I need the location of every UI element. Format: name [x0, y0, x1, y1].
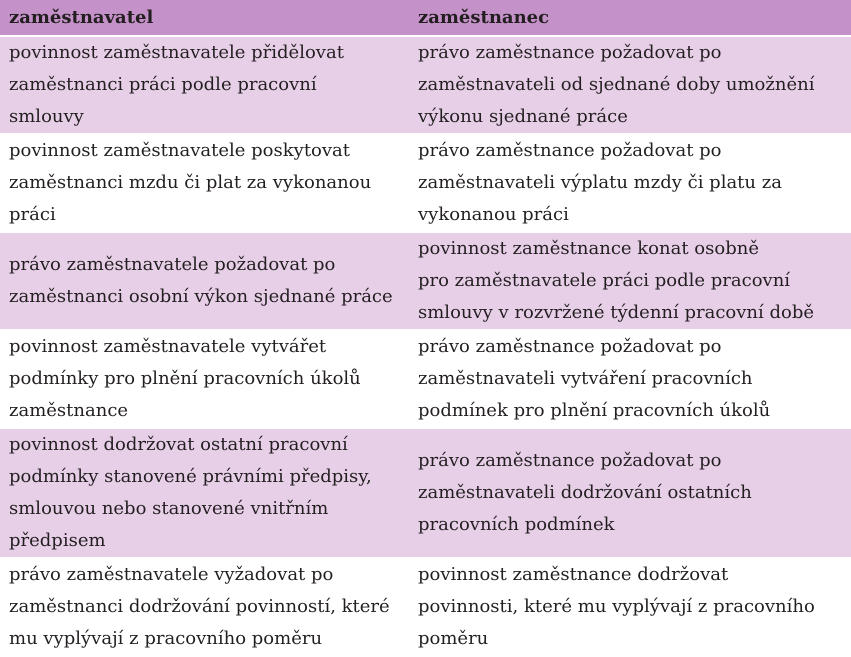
employee-cell-text: právo zaměstnance požadovat po zaměstnavateli výplatu mzdy či platu za vykonanou práci — [418, 140, 782, 225]
employee-cell — [409, 331, 851, 429]
employer-cell-text: povinnost zaměstnavatele vytvářet podmínky pro plnění pracovních úkolů zaměstnance — [9, 336, 361, 421]
employee-cell-text: povinnost zaměstnance dodržovat povinnosti, které mu vyplývají z pracovního poměru — [418, 564, 815, 649]
employee-cell — [409, 233, 851, 331]
table-row — [0, 37, 851, 135]
employee-cell-text: právo zaměstnance požadovat po zaměstnavateli vytváření pracovních podmínek pro plnění pracovních úkolů — [418, 336, 771, 421]
employer-cell-text: povinnost zaměstnavatele poskytovat zaměstnanci mzdu či plat za vykonanou práci — [9, 140, 372, 225]
employee-cell-text: právo zaměstnance požadovat po zaměstnavateli dodržování ostatních pracovních podmínek — [418, 450, 752, 535]
column-header-employer: zaměstnavatel — [0, 0, 409, 37]
employer-cell-text: právo zaměstnavatele vyžadovat po zaměstnanci dodržování povinností, které mu vyplývají z pracovního poměru — [9, 564, 390, 649]
table-header-row — [0, 0, 851, 37]
table-row — [0, 135, 851, 233]
employer-cell — [0, 233, 409, 331]
employer-cell — [0, 429, 409, 559]
employee-cell — [409, 135, 851, 233]
employer-cell-text: právo zaměstnavatele požadovat po zaměstnanci osobní výkon sjednané práce — [9, 254, 393, 307]
table-row — [0, 233, 851, 331]
employee-cell-text: právo zaměstnance požadovat po zaměstnavateli od sjednané doby umožnění výkonu sjednané práce — [418, 42, 815, 127]
employer-cell-text: povinnost zaměstnavatele přidělovat zaměstnanci práci podle pracovní smlouvy — [9, 42, 344, 127]
employee-cell — [409, 429, 851, 559]
employer-cell — [0, 559, 409, 657]
employee-cell-text: povinnost zaměstnance konat osobně pro zaměstnavatele práci podle pracovní smlouvy v rozvržené týdenní pracovní době — [418, 238, 815, 323]
table-row — [0, 429, 851, 559]
table-row — [0, 331, 851, 429]
employer-cell-text: povinnost dodržovat ostatní pracovní podmínky stanovené právními předpisy, smlouvou nebo stanovené vnitřním předpisem — [9, 434, 372, 551]
table-row — [0, 559, 851, 657]
employer-cell — [0, 331, 409, 429]
column-header-employee: zaměstnanec — [409, 0, 851, 37]
employer-cell — [0, 37, 409, 135]
employer-cell — [0, 135, 409, 233]
employee-cell — [409, 37, 851, 135]
employee-cell — [409, 559, 851, 657]
